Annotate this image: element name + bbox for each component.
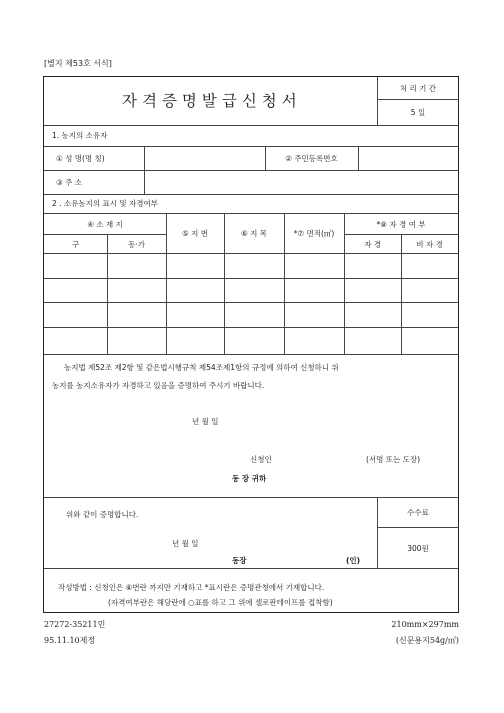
area-header: *⑦ 면적(㎡)	[293, 229, 335, 238]
self-farming-no-header: 비 자 경	[416, 239, 443, 249]
fee-label: 수수료	[407, 508, 429, 517]
instructions-line-1: 작성방법 : 신청인은 ⑥번란 까지만 기재하고 *표시란은 증명관청에서 기재합니다.	[58, 583, 325, 592]
gu-header: 구	[71, 239, 80, 249]
instructions-line-2: (자격여부란은 해당란에 ○표를 하고 그 위에 셀로판테이프를 접착함)	[108, 598, 333, 607]
address-label: ③ 주 소	[56, 178, 82, 187]
issuer-label: 동장	[232, 556, 247, 565]
self-farming-yes-header: 자 경	[364, 239, 381, 249]
resident-number-field[interactable]	[359, 147, 458, 170]
table-row[interactable]	[44, 328, 458, 353]
seal-label: (인)	[346, 556, 361, 565]
statement-line-1: 농지법 제52조 제2항 및 같은법시행규칙 제54조제1항의 규정에 의하여 신청하니 위	[64, 363, 339, 372]
revision-date: 95.11.10제정	[44, 636, 96, 645]
table-row[interactable]	[44, 279, 458, 302]
dong-header: 동·가	[128, 239, 145, 249]
processing-period-value: 5 일	[410, 108, 426, 117]
address-field[interactable]	[145, 171, 458, 194]
section1-heading: 1. 농지의 소유자	[52, 131, 108, 140]
form-reference: [별지 제53호 서식]	[44, 59, 112, 68]
application-date: 년 월 일	[192, 417, 219, 426]
land-category-header: ⑥ 지 목	[241, 229, 267, 238]
fee-value: 300원	[407, 543, 429, 553]
form-title: 자격증명발급신청서	[122, 92, 302, 110]
section2-heading: 2 . 소유농지의 표시 및 자경여부	[52, 199, 159, 208]
applicant-label: 신청인	[250, 455, 272, 464]
statement-line-2: 농지를 농지소유자가 자경하고 있음을 증명하여 주시기 바랍니다.	[52, 381, 265, 390]
resident-number-label: ② 주민등록번호	[285, 154, 338, 163]
application-form	[43, 76, 459, 613]
self-farming-header: *⑧ 자 경 여 부	[376, 219, 426, 229]
certification-text: 위와 같이 증명합니다.	[66, 510, 139, 519]
paper-type: (신문용지54g/㎡)	[395, 636, 459, 645]
addressee: 동 장 귀하	[232, 474, 267, 483]
form-code: 27272-35211민	[44, 620, 106, 629]
lot-number-header: ⑤ 지 번	[182, 229, 208, 238]
table-row[interactable]	[44, 254, 458, 278]
location-header: ④ 소 재 지	[87, 219, 123, 229]
owner-name-label: ① 성 명(명 칭)	[56, 154, 105, 163]
paper-size: 210mm×297mm	[391, 620, 459, 629]
signature-note: (서명 또는 도장)	[366, 455, 421, 464]
table-row[interactable]	[44, 303, 458, 327]
processing-period-label: 처 리 기 간	[399, 83, 437, 93]
owner-name-field[interactable]	[145, 147, 265, 170]
certification-date: 년 월 일	[172, 539, 199, 548]
